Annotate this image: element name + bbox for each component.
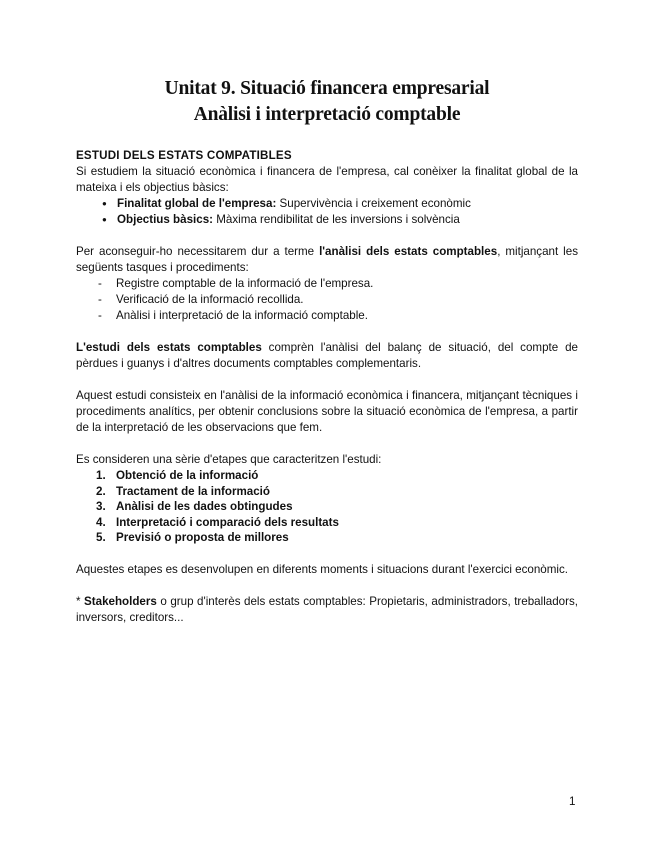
study-paragraph [76,340,578,372]
list-item: - Verificació de la informació recollida. [98,292,578,308]
list-text: Previsió o proposta de millores [116,531,289,544]
page-number: 1 [569,795,576,808]
bullet-label: Objectius bàsics: [117,213,214,226]
dash-list [76,276,578,324]
text-run: * [76,594,85,608]
bullet-label: Finalitat global de l'empresa: [117,197,277,210]
list-text: Obtenció de la informació [116,469,259,482]
list-item [102,212,578,228]
stages-note-paragraph: Aquestes etapes es desenvolupen en diferents moments i situacions durant l'exercici econòmic. [76,562,568,576]
document-page [76,76,578,626]
list-item [96,530,578,546]
bold-run: Stakeholders [84,594,157,608]
intro-paragraph: Si estudiem la situació econòmica i financera de l'empresa, cal conèixer la finalitat global de la mateixa i els objectius bàsics: [76,165,578,194]
list-item [96,468,578,484]
stages-intro-paragraph: Es consideren una sèrie d'etapes que caracteritzen l'estudi: [76,453,382,466]
bullet-text: Màxima rendibilitat de les inversions i solvència [213,213,460,226]
analysis-paragraph: Aquest estudi consisteix en l'anàlisi de la informació econòmica i financera, mitjançant tècniques i procediments analítics, per obtenir conclusions sobre la situació econòmica de l'empresa, a partir de la interpretació de les observacions que fem. [76,389,578,434]
bullet-text: Supervivència i creixement econòmic [276,197,471,210]
page-title [76,76,578,128]
list-item [96,515,578,531]
bold-run: l'anàlisi dels estats comptables [319,245,498,258]
list-number: 2. [96,484,106,498]
list-number: 5. [96,531,106,544]
bold-run: L'estudi dels estats comptables [76,341,262,354]
list-item: - Anàlisi i interpretació de la informació comptable. [98,308,578,324]
section-heading: ESTUDI DELS ESTATS COMPATIBLES [76,149,292,162]
text-run: o grup d'interès dels estats comptables: Propietaris, administradors, treballadors, inversors, creditors... [76,594,578,624]
list-item: - Registre comptable de la informació de l'empresa. [98,276,578,292]
list-text: Tractament de la informació [116,484,270,498]
list-text: Interpretació i comparació dels resultats [116,515,339,529]
list-text: Anàlisi de les dades obtingudes [116,500,293,513]
tasks-paragraph [76,244,578,276]
list-item [96,499,578,515]
list-item [96,484,578,500]
stages-list [76,468,578,546]
list-item [102,196,578,212]
bullet-list [76,196,578,228]
text-run: , mitjançant les següents tasques i procediments: [76,245,578,274]
list-number: 3. [96,500,106,513]
title-line-1: Unitat 9. Situació financera empresarial [164,78,490,99]
stakeholders-paragraph [76,594,578,626]
list-number: 4. [96,515,106,529]
title-line-2: Anàlisi i interpretació comptable [193,104,461,125]
list-number: 1. [96,469,106,482]
text-run: Per aconseguir-ho necessitarem dur a terme [76,245,320,258]
text-run: comprèn l'anàlisi del balanç de situació, del compte de pèrdues i guanys i d'altres documents comptables complementaris. [76,341,578,370]
